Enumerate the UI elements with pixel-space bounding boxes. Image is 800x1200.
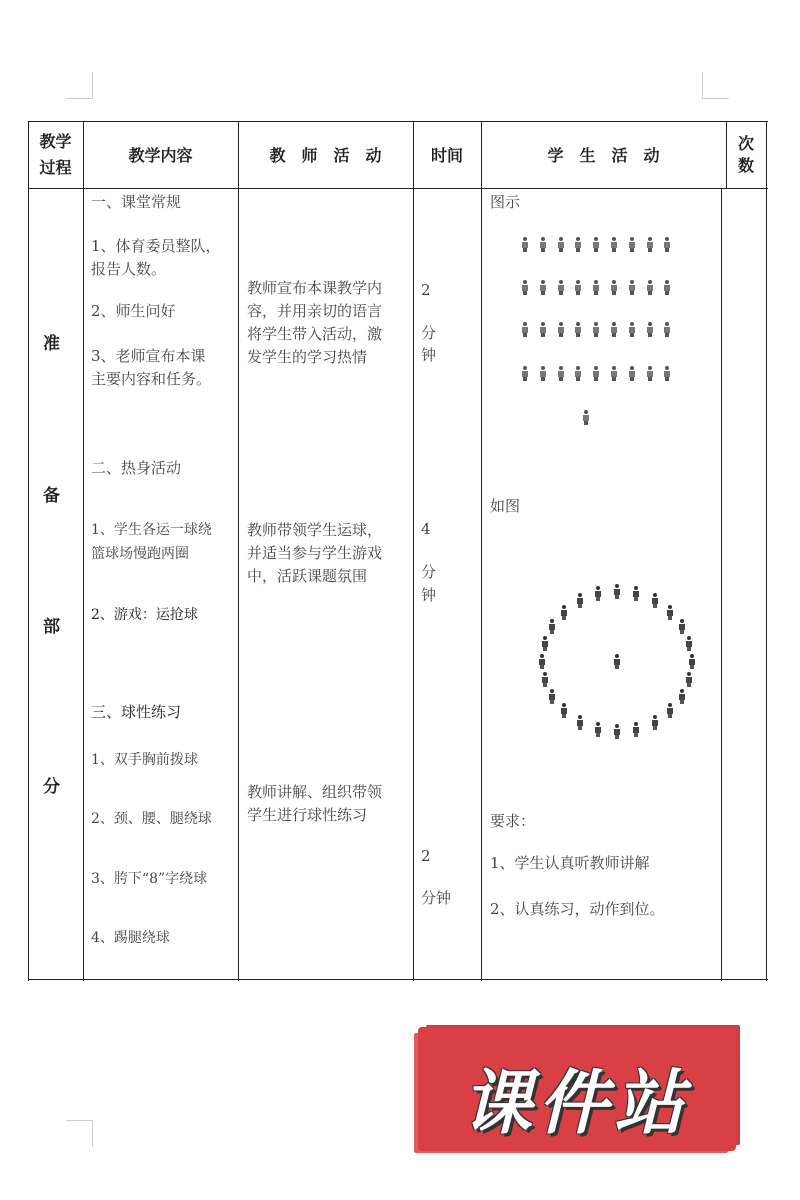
time-value: 2 — [421, 281, 431, 299]
student-figure — [558, 366, 564, 381]
student-figure — [629, 280, 635, 295]
student-figure — [633, 586, 639, 601]
teacher-figure — [583, 410, 589, 425]
student-figure — [611, 237, 617, 252]
student-figure — [647, 366, 653, 381]
student-figure — [540, 366, 546, 381]
time-unit: 钟 — [421, 586, 437, 604]
student-figure — [629, 237, 635, 252]
time-unit: 分 — [421, 324, 437, 342]
student-figure — [647, 280, 653, 295]
header-process-line1: 教学 — [39, 131, 72, 151]
header-process-line2: 过程 — [39, 157, 72, 177]
section-title: 二、热身活动 — [91, 459, 182, 477]
student-figure — [664, 322, 670, 337]
student-figure — [558, 322, 564, 337]
student-figure — [633, 722, 639, 737]
student-figure — [629, 366, 635, 381]
student-figure — [558, 237, 564, 252]
content-item: 1、双手胸前拨球 — [91, 752, 198, 768]
student-figure — [540, 237, 546, 252]
student-figure — [522, 237, 528, 252]
student-figure — [614, 724, 620, 739]
student-figure — [611, 280, 617, 295]
header-teacher: 教 师 活 动 — [269, 146, 382, 165]
content-item: 3、老师宣布本课 — [91, 347, 206, 365]
student-figure — [593, 322, 599, 337]
teacher-activity: 教师宣布本课教学内 — [247, 279, 383, 297]
header-process — [28, 121, 83, 188]
student-figure — [595, 586, 601, 601]
student-figure — [593, 280, 599, 295]
student-figure — [611, 322, 617, 337]
content-item: 主要内容和任务。 — [91, 370, 212, 388]
student-figure — [575, 280, 581, 295]
header-content: 教学内容 — [128, 146, 193, 165]
student-figure — [540, 322, 546, 337]
header-count-line1: 次 — [737, 133, 754, 153]
student-figure — [575, 237, 581, 252]
teacher-activity: 学生进行球性练习 — [247, 806, 368, 824]
time-unit: 分钟 — [421, 889, 452, 907]
student-figure — [652, 715, 658, 730]
student-figure — [522, 322, 528, 337]
student-figure — [667, 605, 673, 620]
student-figure — [593, 366, 599, 381]
section-title: 三、球性练习 — [91, 703, 182, 721]
stage-char: 备 — [43, 486, 60, 506]
requirement-item: 2、认真练习，动作到位。 — [490, 900, 665, 918]
content-item: 1、学生各运一球绕 — [91, 522, 212, 538]
student-figure — [577, 715, 583, 730]
teacher-activity: 将学生带入活动，激 — [247, 325, 383, 343]
teacher-activity: 教师讲解、组织带领 — [247, 783, 383, 801]
requirement-item: 1、学生认真听教师讲解 — [490, 854, 650, 872]
student-figure — [629, 322, 635, 337]
content-item: 1、体育委员整队， — [91, 237, 221, 255]
diagram-label: 图示 — [490, 193, 521, 211]
student-figure — [647, 237, 653, 252]
stage-char: 部 — [43, 617, 60, 637]
student-figure — [558, 280, 564, 295]
student-figure — [549, 619, 555, 634]
teacher-activity: 容，并用亲切的语言 — [247, 302, 383, 320]
content-item: 4、踢腿绕球 — [91, 930, 170, 946]
student-figure — [667, 703, 673, 718]
student-figure — [664, 366, 670, 381]
time-value: 2 — [421, 847, 431, 865]
student-figure — [679, 689, 685, 704]
header-count-line2: 数 — [737, 155, 754, 175]
student-figure — [664, 280, 670, 295]
student-figure — [542, 672, 548, 687]
header-time: 时间 — [430, 146, 463, 165]
student-figure — [561, 605, 567, 620]
teacher-figure — [614, 654, 620, 669]
content-item: 2、颈、腰、腿绕球 — [91, 811, 212, 827]
teacher-activity: 发学生的学习热情 — [247, 348, 368, 366]
student-figure — [539, 654, 545, 669]
teacher-activity: 并适当参与学生游戏 — [247, 544, 383, 562]
student-figure — [522, 280, 528, 295]
logo — [400, 1015, 752, 1165]
student-figure — [577, 593, 583, 608]
section-title: 一、课堂常规 — [91, 193, 182, 211]
time-unit: 钟 — [421, 346, 437, 364]
student-figure — [595, 722, 601, 737]
student-figure — [664, 237, 670, 252]
student-figure — [686, 636, 692, 651]
student-figure — [611, 366, 617, 381]
student-figure — [575, 322, 581, 337]
teacher-activity: 教师带领学生运球， — [247, 521, 383, 539]
student-figure — [647, 322, 653, 337]
content-item: 报告人数。 — [91, 260, 167, 278]
student-figure — [522, 366, 528, 381]
requirements-title: 要求： — [490, 812, 536, 830]
content-item: 篮球场慢跑两圈 — [91, 546, 189, 562]
teacher-activity: 中，活跃课题氛围 — [247, 567, 368, 585]
student-figure — [679, 619, 685, 634]
page-corner-mark — [702, 72, 729, 99]
logo-text: 课件站 — [462, 1062, 690, 1144]
diagram-label: 如图 — [490, 497, 521, 515]
content-item: 2、师生问好 — [91, 302, 176, 320]
student-figure — [652, 593, 658, 608]
stage-char: 分 — [43, 777, 60, 797]
time-unit: 分 — [421, 563, 437, 581]
page-corner-mark — [66, 72, 93, 99]
stage-char: 准 — [43, 334, 60, 354]
student-figure — [686, 672, 692, 687]
header-count — [726, 121, 766, 188]
time-value: 4 — [421, 520, 431, 538]
student-figure — [540, 280, 546, 295]
student-figure — [561, 703, 567, 718]
header-student: 学 生 活 动 — [547, 146, 660, 165]
student-figure — [689, 654, 695, 669]
student-figure — [549, 689, 555, 704]
page-corner-mark — [66, 1120, 93, 1147]
student-figure — [614, 584, 620, 599]
content-item: 3、胯下“8”字绕球 — [91, 871, 208, 887]
content-item: 2、游戏：运抢球 — [91, 607, 198, 623]
student-figure — [575, 366, 581, 381]
student-figure — [593, 237, 599, 252]
student-figure — [542, 636, 548, 651]
